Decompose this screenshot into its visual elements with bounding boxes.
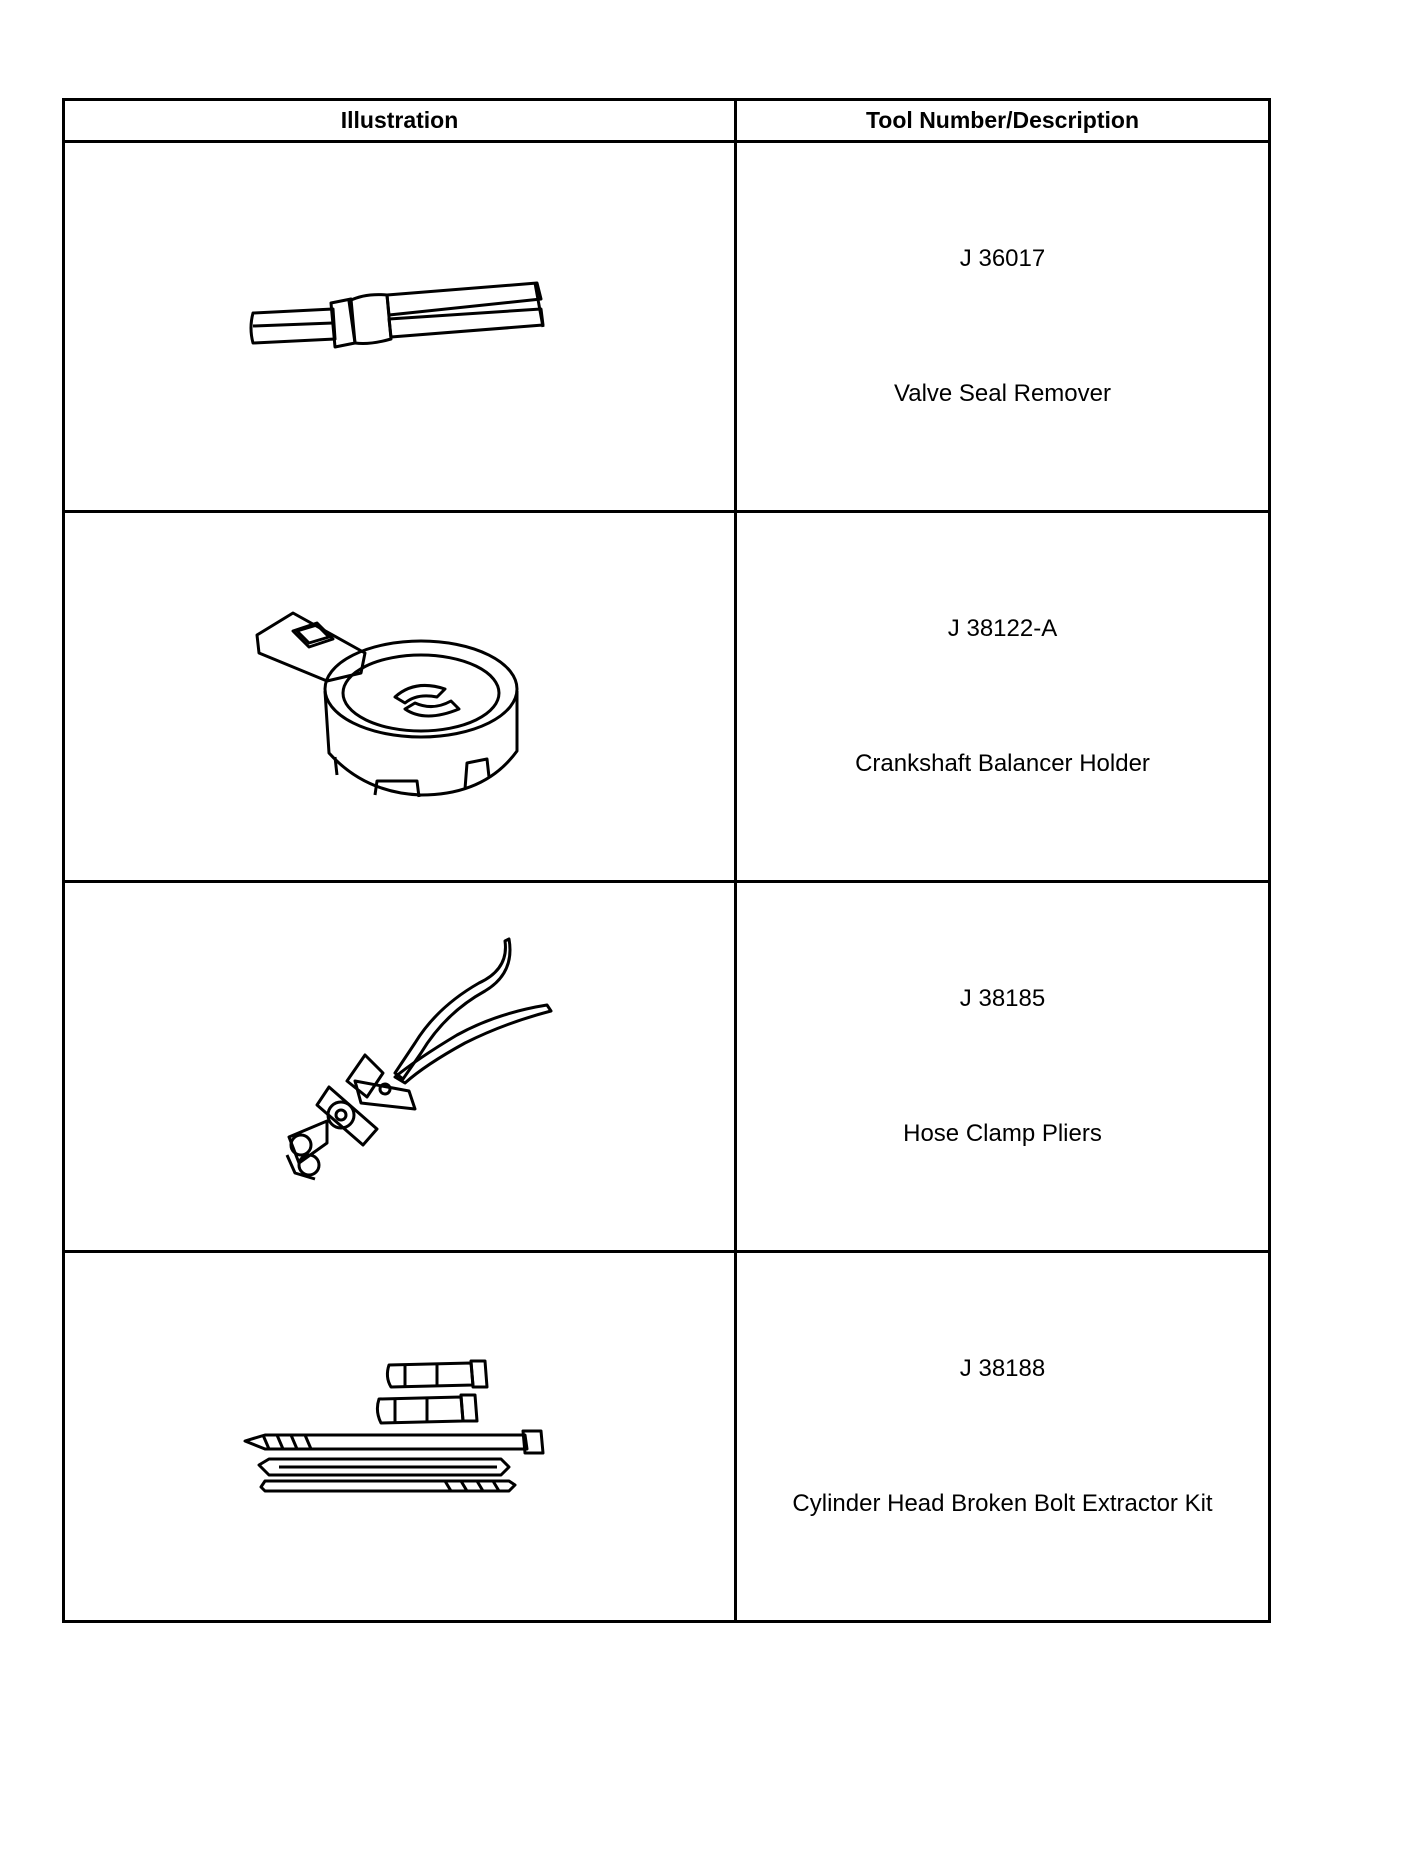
hose-clamp-pliers-icon bbox=[65, 883, 734, 1250]
header-row bbox=[64, 100, 1270, 142]
tool-description: Cylinder Head Broken Bolt Extractor Kit bbox=[792, 1490, 1213, 1517]
description-cell bbox=[736, 512, 1270, 882]
table-row bbox=[64, 512, 1270, 882]
illustration-cell bbox=[64, 1252, 736, 1622]
illustration-cell bbox=[64, 882, 736, 1252]
tool-description: Hose Clamp Pliers bbox=[903, 1120, 1102, 1147]
illustration-cell bbox=[64, 142, 736, 512]
tool-number: J 38188 bbox=[959, 1355, 1046, 1382]
valve-seal-remover-icon bbox=[65, 143, 734, 510]
tool-number: J 38185 bbox=[959, 985, 1046, 1012]
header-tool-number: Tool Number/Description bbox=[736, 100, 1270, 142]
description-cell bbox=[736, 1252, 1270, 1622]
table-row bbox=[64, 1252, 1270, 1622]
description-cell bbox=[736, 142, 1270, 512]
description-cell bbox=[736, 882, 1270, 1252]
tool-description: Crankshaft Balancer Holder bbox=[855, 750, 1150, 777]
crankshaft-balancer-holder-icon bbox=[65, 513, 734, 880]
tool-number: J 38122-A bbox=[947, 615, 1058, 642]
illustration-cell bbox=[64, 512, 736, 882]
tool-number: J 36017 bbox=[959, 245, 1046, 272]
tool-description: Valve Seal Remover bbox=[894, 380, 1111, 407]
header-illustration: Illustration bbox=[64, 100, 736, 142]
bolt-extractor-kit-icon bbox=[65, 1253, 734, 1620]
table-row bbox=[64, 882, 1270, 1252]
table-row bbox=[64, 142, 1270, 512]
tool-table bbox=[62, 98, 1271, 1623]
